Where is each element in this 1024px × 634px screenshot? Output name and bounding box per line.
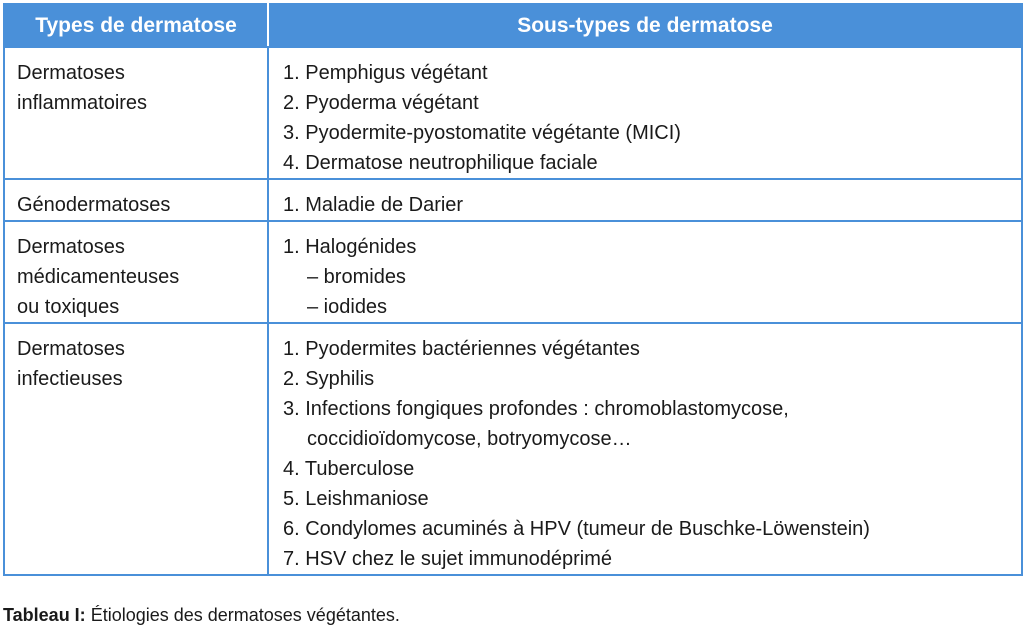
subtype-line: 6. Condylomes acuminés à HPV (tumeur de Buschke-Löwenstein) — [283, 518, 870, 540]
header-subtypes: Sous-types de dermatose — [268, 4, 1022, 47]
table-row — [4, 323, 1022, 575]
subtype-line: 3. Pyodermite-pyostomatite végétante (MICI) — [283, 122, 681, 144]
subtype-line: 1. Pyodermites bactériennes végétantes — [283, 338, 640, 360]
caption-label: Tableau I: — [3, 605, 86, 625]
table-caption — [3, 604, 400, 626]
type-line: Génodermatoses — [17, 194, 171, 216]
type-line: Dermatoses — [17, 338, 125, 360]
subtype-line: 4. Dermatose neutrophilique faciale — [283, 152, 598, 174]
subtype-line: 2. Syphilis — [283, 368, 375, 390]
subtype-line: 7. HSV chez le sujet immunodéprimé — [283, 548, 613, 570]
type-line: infectieuses — [17, 368, 123, 390]
subtype-line: 1. Maladie de Darier — [283, 194, 464, 216]
type-line: inflammatoires — [17, 92, 148, 114]
type-line: Dermatoses — [17, 62, 125, 84]
table-row — [4, 179, 1022, 221]
subtype-subline: – iodides — [307, 296, 388, 318]
header-types: Types de dermatose — [4, 4, 268, 47]
caption-text: Étiologies des dermatoses végétantes. — [85, 605, 400, 625]
subtype-cell — [268, 47, 1022, 179]
subtype-line: 1. Halogénides — [283, 236, 417, 258]
subtype-subline: – bromides — [307, 266, 406, 288]
type-line: médicamenteuses — [17, 266, 180, 288]
subtype-subline: coccidioïdomycose, botryomycose… — [307, 428, 632, 450]
type-cell — [4, 179, 268, 221]
subtype-line: 4. Tuberculose — [283, 458, 415, 480]
table-row — [4, 221, 1022, 323]
subtype-cell — [268, 221, 1022, 323]
table-row — [4, 47, 1022, 179]
header-row — [4, 4, 1022, 47]
subtype-line: 2. Pyoderma végétant — [283, 92, 479, 114]
subtype-cell — [268, 179, 1022, 221]
type-line: Dermatoses — [17, 236, 125, 258]
etiology-table — [3, 3, 1023, 576]
type-cell — [4, 47, 268, 179]
subtype-line: 5. Leishmaniose — [283, 488, 429, 510]
type-line: ou toxiques — [17, 296, 120, 318]
subtype-cell — [268, 323, 1022, 575]
type-cell — [4, 221, 268, 323]
type-cell — [4, 323, 268, 575]
subtype-line: 1. Pemphigus végétant — [283, 62, 488, 84]
subtype-line: 3. Infections fongiques profondes : chromoblastomycose, — [283, 398, 789, 420]
